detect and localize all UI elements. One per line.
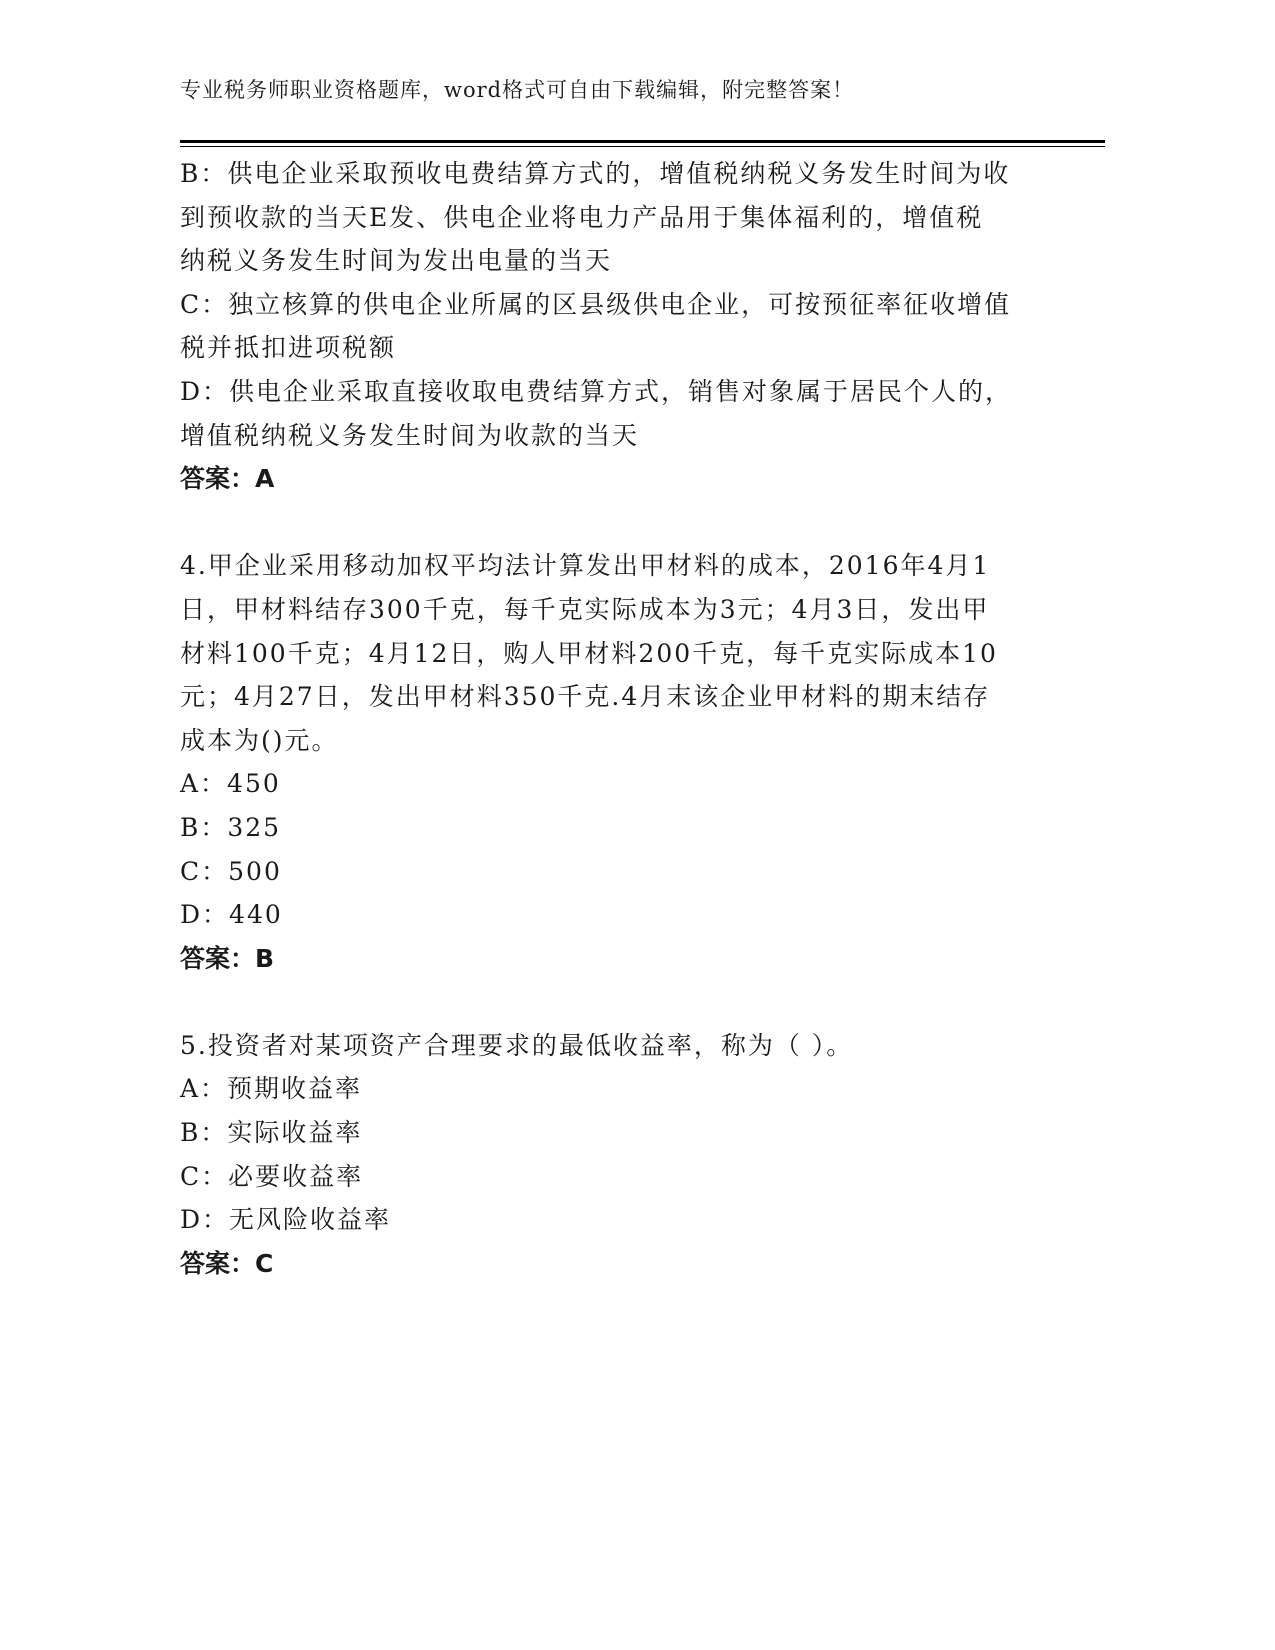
question-stem-line: 元；4月27日，发出甲材料350千克.4月末该企业甲材料的期末结存: [180, 682, 991, 712]
option-b: B：325: [180, 812, 282, 842]
page-header: 专业税务师职业资格题库，word格式可自由下载编辑，附完整答案！: [180, 78, 855, 102]
question-stem-line: 5.投资者对某项资产合理要求的最低收益率，称为（ ）。: [180, 1030, 854, 1060]
option-a: A：450: [180, 769, 281, 799]
paragraph-gap: [180, 980, 1040, 1024]
answer-line: 答案：C: [180, 1248, 274, 1278]
text-line: 增值税纳税义务发生时间为收款的当天: [180, 420, 640, 450]
text-line: 纳税义务发生时间为发出电量的当天: [180, 246, 613, 276]
option-d: D：440: [180, 900, 283, 930]
question-5: [180, 1024, 1040, 1286]
paragraph-gap: [180, 501, 1040, 545]
document-body: [180, 152, 1040, 1285]
option-a: A：预期收益率: [180, 1074, 363, 1104]
question-3-tail: [180, 152, 1040, 501]
header-rule-thick: [180, 140, 1105, 143]
question-stem-line: 材料100千克；4月12日，购人甲材料200千克，每千克实际成本10: [180, 638, 998, 668]
text-line: B：供电企业采取预收电费结算方式的，增值税纳税义务发生时间为收: [180, 159, 1011, 188]
question-4: [180, 544, 1040, 980]
option-b: B：实际收益率: [180, 1118, 363, 1148]
text-line: 到预收款的当天E发、供电企业将电力产品用于集体福利的，增值税: [180, 202, 984, 232]
answer-line: 答案：B: [180, 943, 275, 973]
option-c: C：必要收益率: [180, 1161, 364, 1191]
question-stem-line: 4.甲企业采用移动加权平均法计算发出甲材料的成本，2016年4月1: [180, 551, 991, 581]
text-line: 税并抵扣进项税额: [180, 333, 397, 363]
option-d: D：无风险收益率: [180, 1205, 392, 1235]
text-line: D：供电企业采取直接收取电费结算方式，销售对象属于居民个人的，: [180, 376, 1013, 406]
answer-line: 答案：A: [180, 464, 275, 494]
question-stem-line: 成本为()元。: [180, 725, 339, 755]
text-line: C：独立核算的供电企业所属的区县级供电企业，可按预征率征收增值: [180, 289, 1012, 319]
header-rule-thin: [180, 146, 1105, 147]
option-c: C：500: [180, 856, 282, 886]
question-stem-line: 日，甲材料结存300千克，每千克实际成本为3元；4月3日，发出甲: [180, 594, 990, 624]
